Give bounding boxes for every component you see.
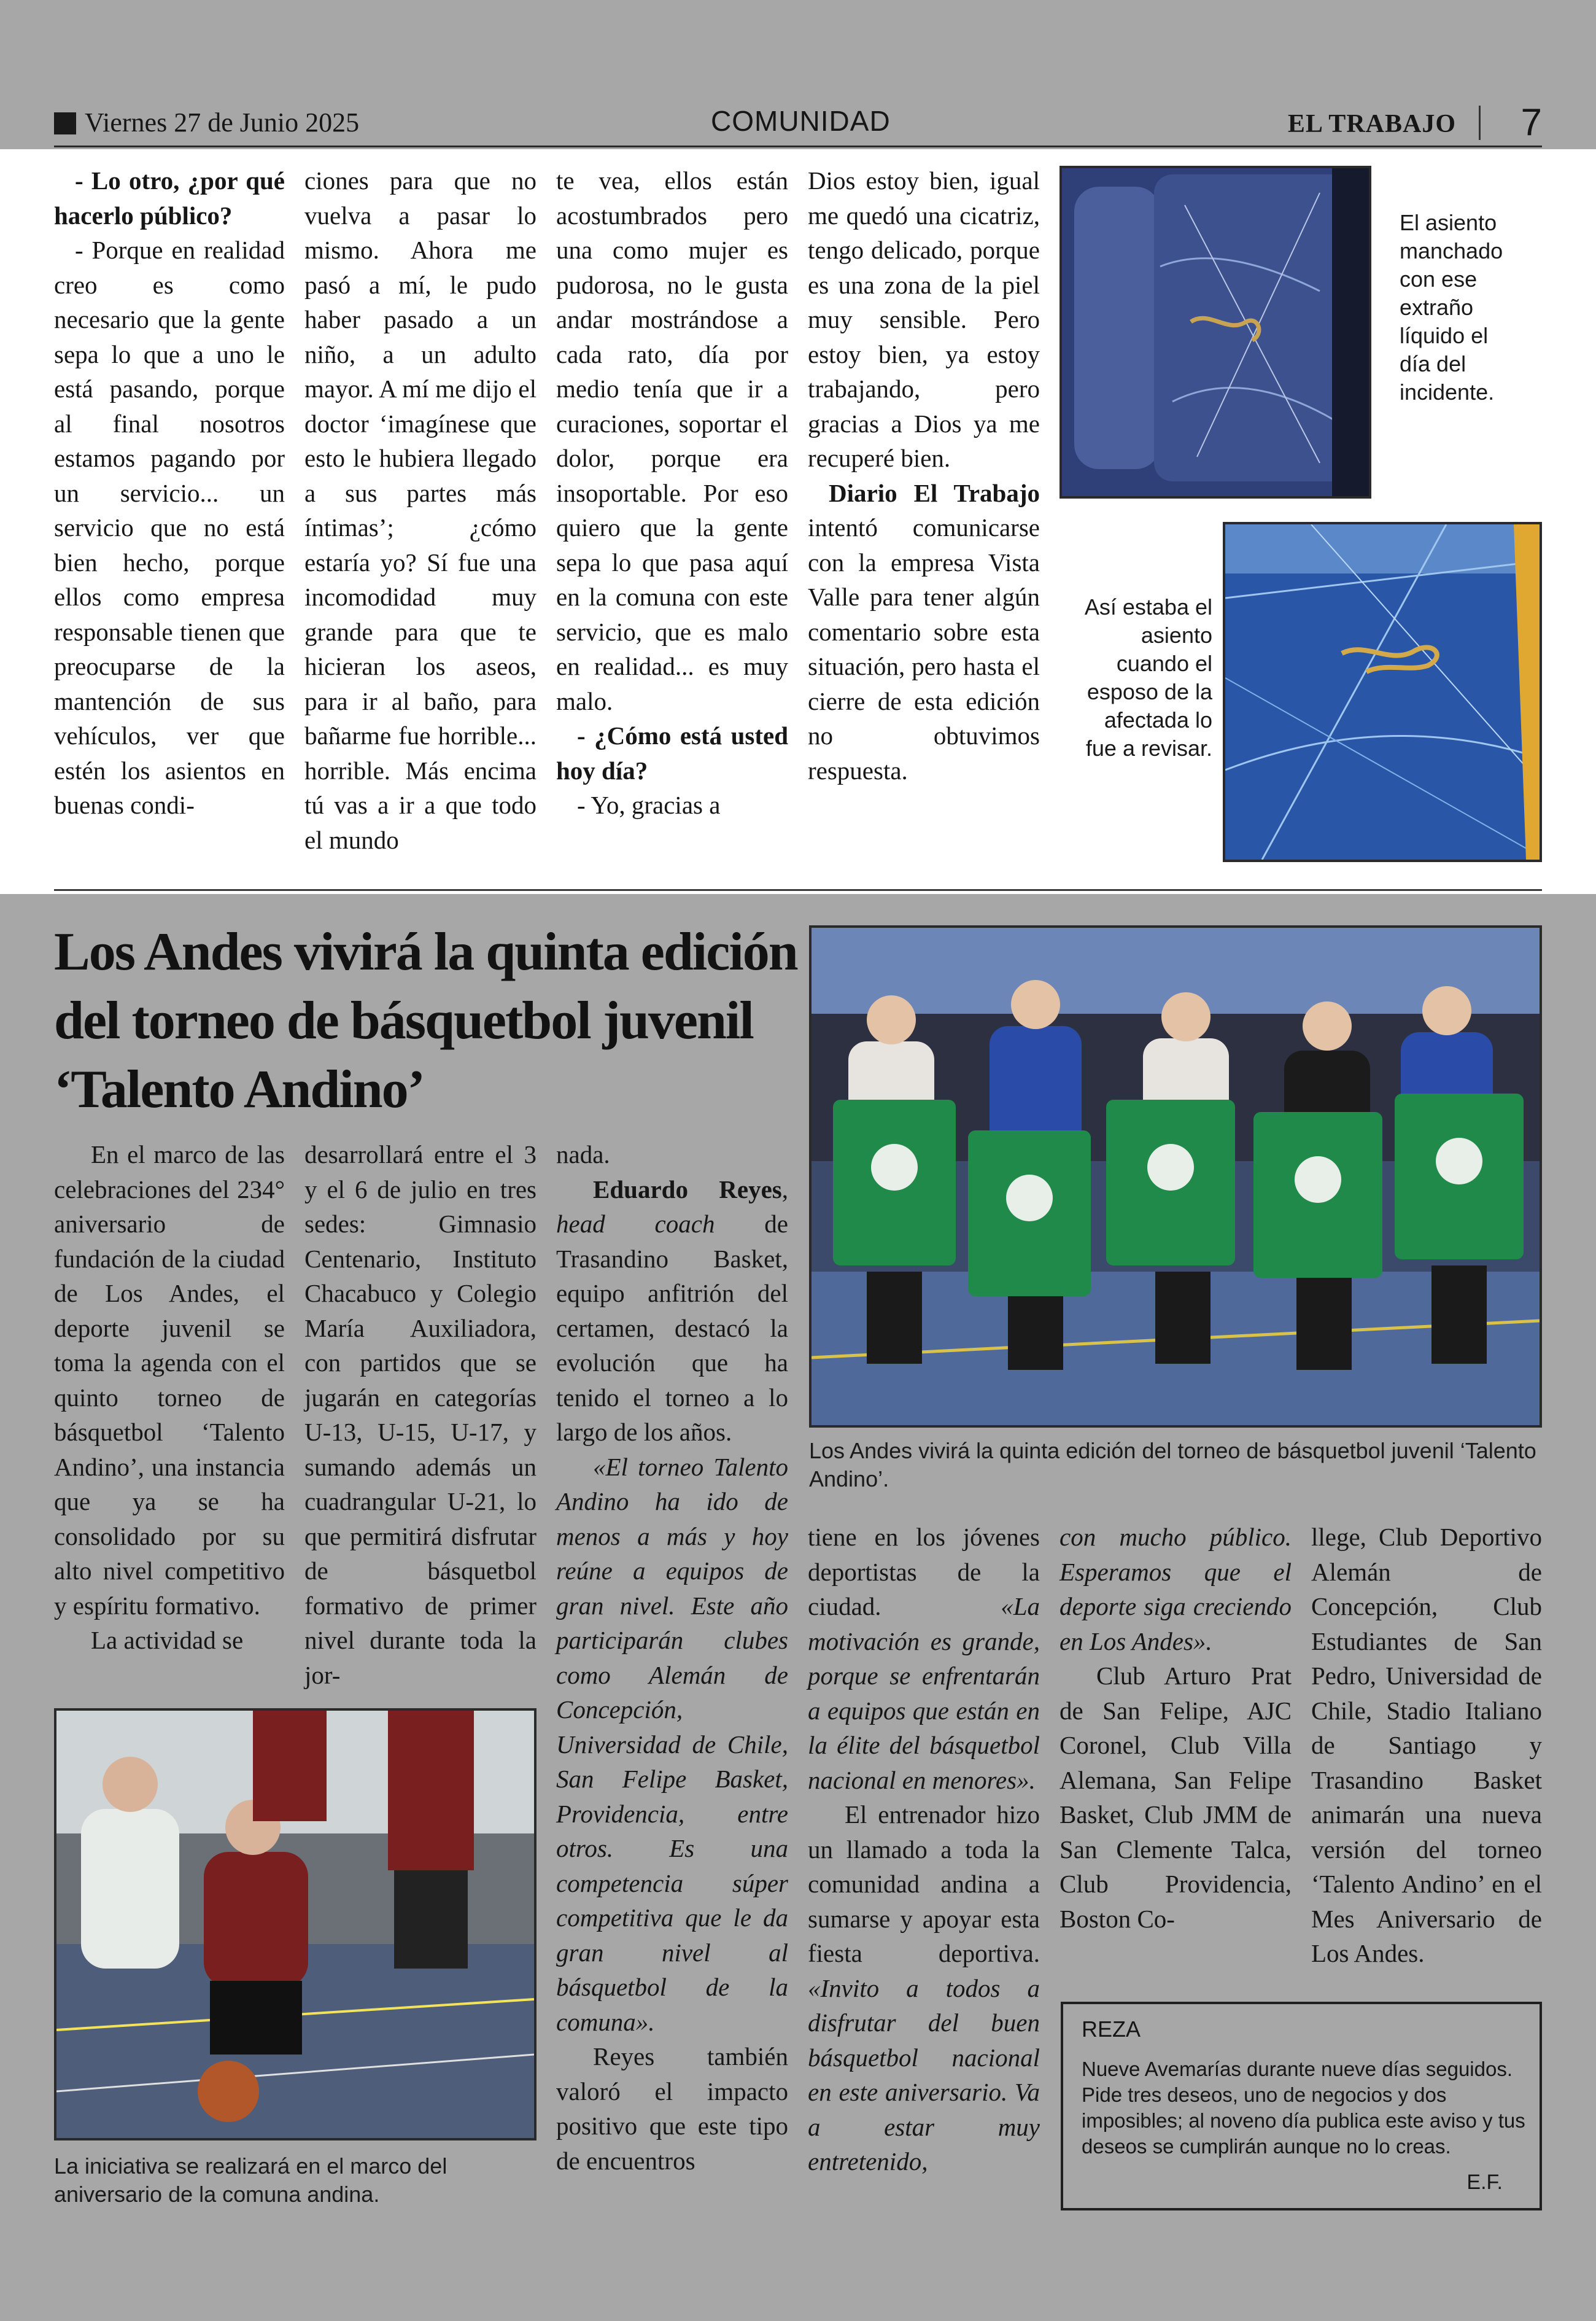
seat-photo-caption-1: El asiento manchado con ese extraño líquido el día del incidente.	[1400, 210, 1503, 405]
team-photo-caption: Los Andes vivirá la quinta edición del torneo de básquetbol juvenil ‘Talento Andino’.	[809, 1438, 1536, 1491]
quote-paragraph	[1059, 1520, 1292, 1658]
article-column-4	[808, 1520, 1040, 2179]
coach-quote: con mucho público. Esperamos que el deporte siga creciendo en Los Andes».	[1059, 1523, 1292, 1655]
article-column-2	[304, 1137, 537, 1692]
top-column-4	[808, 163, 1040, 788]
reza-signature: E.F.	[1466, 2171, 1503, 2194]
closing-text: intentó comunicarse con la empresa Vista Valle para tener algún comentario sobre esta situación, pero hasta el cierre de esta edición no obtuvimos respuesta.	[808, 513, 1040, 785]
coach-quote: «Invito a todos a disfrutar del buen básquetbol nacional en este aniversario. Va a estar muy entretenido,	[808, 1973, 1040, 2175]
seat-inspection-photo	[1223, 522, 1542, 862]
page-number: 7	[1520, 101, 1542, 144]
basketball-game-photo	[54, 1708, 537, 2140]
coach-text: de Trasandino Basket, equipo anfitrión del certamen, destacó la evolución que ha tenido el torneo a lo largo de los años.	[556, 1210, 789, 1446]
article-column-5	[1059, 1520, 1292, 1936]
issue-date: Viernes 27 de Junio 2025	[85, 107, 360, 138]
article-column-6	[1311, 1520, 1542, 1971]
article-paragraph: La actividad se	[91, 1626, 244, 1654]
coach-quote-paragraph	[556, 1450, 788, 2040]
reza-notice-box	[1061, 2002, 1542, 2210]
page-header	[54, 101, 1542, 147]
coach-paragraph: Eduardo Reyes, head coach de Trasandino Basket, equipo anfitrión del certamen, destacó la evolución que ha tenido el torneo a lo largo de los años.	[556, 1175, 789, 1446]
article-paragraph: desarrollará entre el 3 y el 6 de julio en tres sedes: Gimnasio Centenario, Instituto Chacabuco y Colegio María Auxiliadora, con partidos que se jugarán en categorías U-13, U-15, U-17, y sumando además un cuadrangular U-21, lo que permitirá disfrutar de básquetbol formativo de primer nivel durante toda la jor-	[304, 1140, 537, 1689]
game-photo-caption: La iniciativa se realizará en el marco del aniversario de la comuna andina.	[54, 2153, 447, 2207]
column-text: ciones para que no vuelva a pasar lo mismo. Ahora me pasó a mí, le pudo haber pasado a un niño, a un adulto mayor. A mí me dijo el doctor ‘imagínese que esto le hubiera llegado a sus partes más íntimas’; ¿cómo estaría yo? Sí fue una incomodidad muy grande para que te hicieran los aseos, para ir al baño, para bañarme fue horrible... horrible. Más encima tú vas a ir a que todo el mundo	[304, 166, 537, 854]
reza-title: REZA	[1082, 2016, 1141, 2042]
reza-body: Nueve Avemarías durante nueve días seguidos. Pide tres deseos, uno de negocios y dos imposibles; al noveno día publica este aviso y tus deseos se cumplirán aunque no lo creas.	[1082, 2058, 1525, 2158]
article-paragraph	[808, 1520, 1040, 1797]
square-bullet-icon	[54, 112, 76, 134]
article-paragraph: nada.	[556, 1140, 610, 1168]
paper-name-bold: Diario El Trabajo	[829, 478, 1040, 507]
article-column-3	[556, 1137, 788, 2178]
seat-photo-caption-2: Así estaba el asiento cuando el esposo de la afectada lo fue a revisar.	[1084, 594, 1212, 761]
article-text: El entrenador hizo un llamado a toda la comunidad andina a sumarse y apoyar esta fiesta deportiva.	[808, 1800, 1040, 1967]
interview-question: - ¿Cómo está usted hoy día?	[556, 721, 788, 785]
section-title: COMUNIDAD	[711, 105, 891, 137]
article-paragraph: Reyes también valoró el impacto positivo que este tipo de encuentros	[556, 2042, 788, 2175]
article-column-1	[54, 1137, 285, 1658]
coach-name: Eduardo Reyes	[593, 1175, 782, 1203]
closing-paragraph	[808, 476, 1040, 788]
article-paragraph	[808, 1797, 1040, 2179]
article-divider	[54, 889, 1542, 891]
article-headline: Los Andes vivirá la quinta edición del torneo de básquetbol juvenil ‘Talento Andino’	[54, 922, 797, 1119]
top-column-3	[556, 163, 788, 823]
top-column-1	[54, 163, 285, 823]
coach-quote: «La motivación es grande, porque se enfrentarán a equipos que están en la élite del básquetbol nacional en menores».	[808, 1592, 1040, 1794]
team-shirts-photo	[809, 925, 1542, 1428]
interview-answer: - Yo, gracias a	[577, 791, 721, 819]
interview-question: - Lo otro, ¿por qué hacerlo público?	[54, 166, 285, 230]
interview-answer: - Porque en realidad creo es como necesario que la gente sepa lo que a uno le está pasando, porque al final nosotros estamos pagando por un servicio... un servicio que no está bien hecho, porque ellos como empresa responsable tienen que preocuparse de la mantención de sus vehículos, ver que estén los asientos en buenas condi-	[54, 236, 285, 819]
coach-role: head coach	[556, 1210, 715, 1238]
coach-quote: «El torneo Talento Andino ha ido de menos a más y hoy reúne a equipos de gran nivel. Este año participarán clubes como Alemán de Concepción, Universidad de Chile, San Felipe Basket, Providencia, entre otros. Es una competencia súper competitiva que le da gran nivel al básquetbol de la comuna».	[556, 1452, 788, 2036]
header-divider	[1479, 106, 1481, 140]
newspaper-name: EL TRABAJO	[1287, 110, 1456, 138]
column-text: Dios estoy bien, igual me quedó una cicatriz, tengo delicado, porque es una zona de la piel muy sensible. Pero estoy bien, ya estoy trabajando, pero gracias a Dios ya me recuperé bien.	[808, 166, 1040, 472]
article-text: tiene en los jóvenes deportistas de la ciudad.	[808, 1523, 1040, 1620]
club-list-continued: llege, Club Deportivo Alemán de Concepción, Club Estudiantes de San Pedro, Universidad de Chile, Stadio Italiano de Santiago y Trasandino Basket animarán una nueva versión del torneo ‘Talento Andino’ en el Mes Aniversario de Los Andes.	[1311, 1523, 1542, 1967]
top-column-2	[304, 163, 537, 857]
column-text: te vea, ellos están acostumbrados pero una como mujer es pudorosa, no le gusta andar mostrándose a cada rato, día por medio tenía que ir a curaciones, soportar el dolor, porque era insoportable. Por eso quiero que la gente sepa lo que pasa aquí en la comuna con este servicio, que es malo en realidad... es muy malo.	[556, 166, 788, 715]
club-list: Club Arturo Prat de San Felipe, AJC Coronel, Club Villa Alemana, San Felipe Basket, Club JMM de San Clemente Talca, Club Providencia, Boston Co-	[1059, 1662, 1292, 1933]
article-paragraph: En el marco de las celebraciones del 234° aniversario de fundación de la ciudad de Los Andes, el deporte juvenil se toma la agenda con el quinto torneo de básquetbol ‘Talento Andino’, una instancia que ya se ha consolidado por su alto nivel competitivo y espíritu formativo.	[54, 1140, 285, 1620]
seat-stain-photo	[1059, 166, 1371, 499]
